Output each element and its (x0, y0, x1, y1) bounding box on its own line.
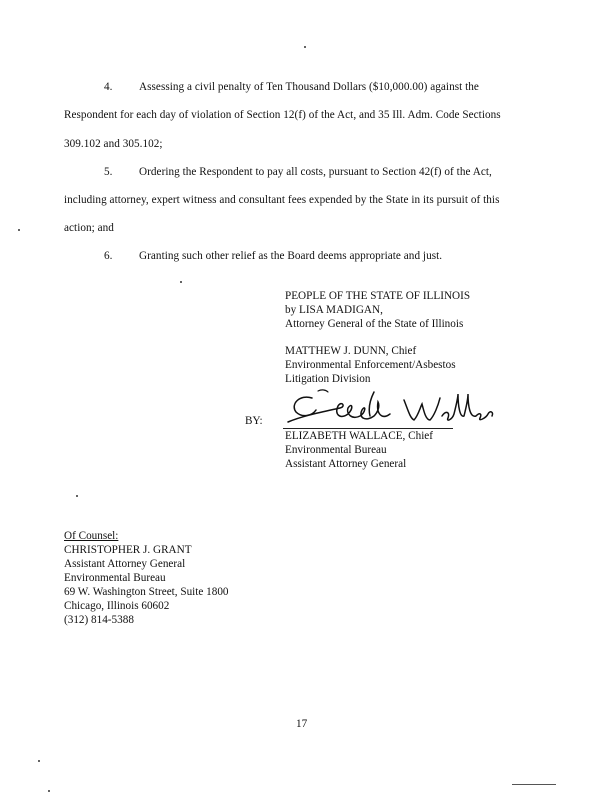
people-of-state: PEOPLE OF THE STATE OF ILLINOIS (285, 290, 471, 302)
attorney-general-title: Attorney General of the State of Illinois (285, 318, 464, 330)
item-5-number: 5. (104, 166, 113, 178)
signer-title-2: Assistant Attorney General (285, 458, 407, 470)
by-label: BY: (245, 415, 263, 427)
of-counsel-heading: Of Counsel: (64, 530, 119, 542)
item-5-line-3: action; and (64, 222, 114, 234)
counsel-city: Chicago, Illinois 60602 (64, 600, 170, 612)
by-lisa-madigan: by LISA MADIGAN, (285, 304, 383, 316)
scan-speck (48, 790, 50, 792)
item-4-number: 4. (104, 81, 113, 93)
counsel-bureau: Environmental Bureau (64, 572, 166, 584)
counsel-street: 69 W. Washington Street, Suite 1800 (64, 586, 229, 598)
counsel-phone: (312) 814-5388 (64, 614, 134, 626)
signature-rule (283, 428, 453, 429)
scan-speck (180, 281, 182, 283)
counsel-title: Assistant Attorney General (64, 558, 186, 570)
chief-title-2: Litigation Division (285, 373, 371, 385)
page-number: 17 (296, 718, 308, 730)
item-4-line-3: 309.102 and 305.102; (64, 138, 163, 150)
signer-name: ELIZABETH WALLACE, Chief (285, 430, 433, 442)
scan-speck (304, 46, 306, 48)
chief-name: MATTHEW J. DUNN, Chief (285, 345, 417, 357)
item-5-line-2: including attorney, expert witness and consultant fees expended by the State in its pursuit of this (64, 194, 500, 206)
signer-title-1: Environmental Bureau (285, 444, 387, 456)
chief-title-1: Environmental Enforcement/Asbestos (285, 359, 456, 371)
handwritten-signature (282, 386, 497, 430)
scan-mark (512, 784, 556, 785)
scan-speck (76, 495, 78, 497)
item-5-line-1: Ordering the Respondent to pay all costs, pursuant to Section 42(f) of the Act, (139, 166, 492, 178)
item-4-line-2: Respondent for each day of violation of Section 12(f) of the Act, and 35 Ill. Adm. Code Sections (64, 109, 501, 121)
scan-speck (38, 760, 40, 762)
item-6-number: 6. (104, 250, 113, 262)
item-6-line-1: Granting such other relief as the Board deems appropriate and just. (139, 250, 443, 262)
item-4-line-1: Assessing a civil penalty of Ten Thousand Dollars ($10,000.00) against the (139, 81, 479, 93)
counsel-name: CHRISTOPHER J. GRANT (64, 544, 192, 556)
scan-speck (18, 229, 20, 231)
